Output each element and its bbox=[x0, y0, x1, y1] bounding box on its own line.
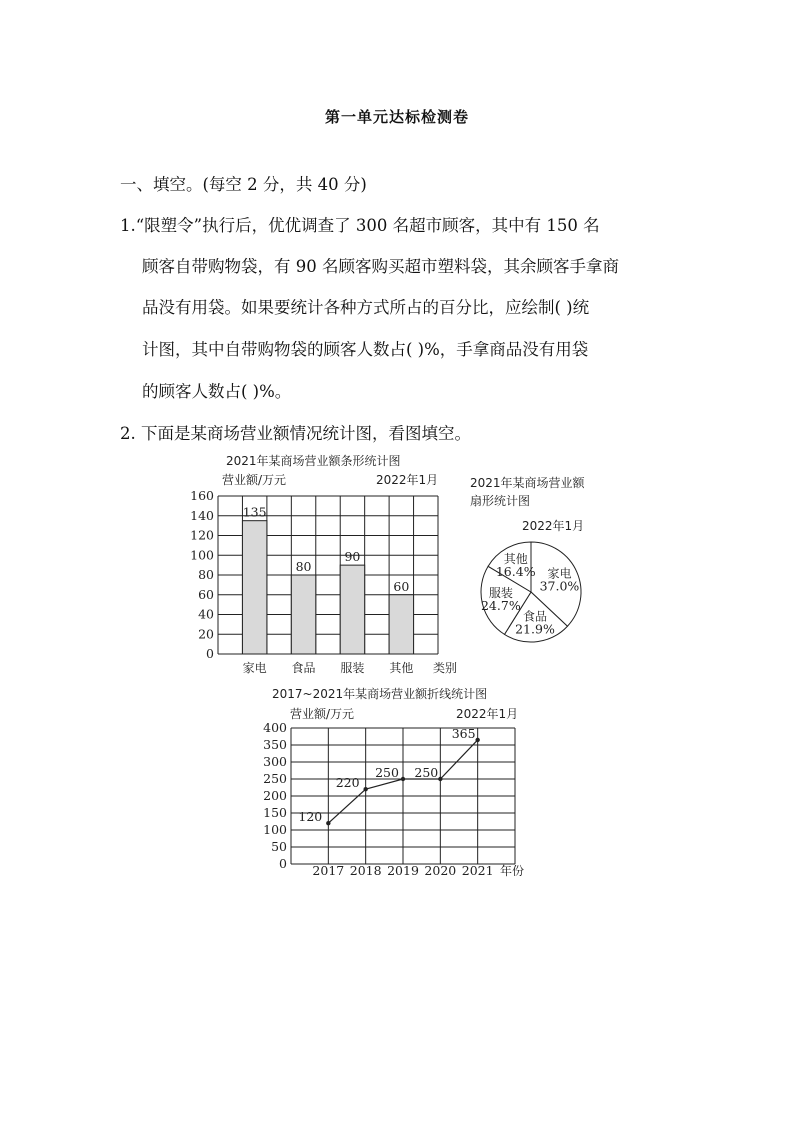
line-chart-date: 2022年1月 bbox=[456, 707, 519, 721]
line-point-label-3: 250 bbox=[414, 765, 439, 780]
pie-slice-pct-2: 24.7% bbox=[480, 598, 521, 614]
pie-slice-pct-0: 37.0% bbox=[539, 578, 580, 594]
pie-chart-title-line2: 扇形统计图 bbox=[470, 494, 531, 508]
bar-category-label-2: 服装 bbox=[340, 661, 365, 675]
bar-ytick-8: 160 bbox=[190, 488, 214, 503]
line-xtick-1: 2018 bbox=[349, 863, 382, 878]
line-chart-title: 2017~2021年某商场营业额折线统计图 bbox=[272, 687, 488, 701]
question-1-line-3: 品没有用袋。如果要统计各种方式所占的百分比，应绘制( )统 bbox=[142, 298, 590, 317]
pie-chart-date: 2022年1月 bbox=[522, 519, 585, 533]
line-point-1 bbox=[363, 787, 367, 791]
bar-chart-ylabel: 营业额/万元 bbox=[222, 473, 287, 487]
question-1-line-4: 计图，其中自带购物袋的顾客人数占( )%，手拿商品没有用袋 bbox=[142, 340, 589, 359]
pie-slice-name-0: 家电 bbox=[547, 566, 572, 581]
question-1-line-2: 顾客自带购物袋，有 90 名顾客购买超市塑料袋，其余顾客手拿商 bbox=[142, 257, 619, 276]
bar-value-label-0: 135 bbox=[242, 504, 267, 520]
line-point-0 bbox=[326, 821, 330, 825]
bar-value-label-1: 80 bbox=[295, 559, 312, 574]
line-point-3 bbox=[438, 777, 442, 781]
bar-ytick-0: 0 bbox=[206, 646, 214, 661]
line-ytick-7: 350 bbox=[263, 737, 287, 752]
bar-ytick-2: 40 bbox=[198, 606, 214, 622]
pie-slice-pct-3: 16.4% bbox=[495, 564, 536, 580]
line-ytick-2: 100 bbox=[263, 822, 287, 837]
question-2-text: 2. 下面是某商场营业额情况统计图，看图填空。 bbox=[120, 424, 471, 443]
pie-chart-title-line1: 2021年某商场营业额 bbox=[470, 476, 585, 490]
bar-ytick-5: 100 bbox=[190, 547, 214, 563]
line-point-label-2: 250 bbox=[375, 765, 399, 780]
line-ytick-0: 0 bbox=[279, 856, 287, 871]
line-point-label-1: 220 bbox=[335, 775, 360, 791]
pie-slice-name-2: 服装 bbox=[488, 586, 513, 601]
line-xtick-4: 2021 bbox=[461, 863, 494, 878]
page-title: 第一单元达标检测卷 bbox=[324, 108, 469, 126]
bar-ytick-1: 20 bbox=[198, 626, 214, 642]
line-ytick-5: 250 bbox=[263, 771, 287, 786]
bar-chart-title: 2021年某商场营业额条形统计图 bbox=[226, 454, 401, 468]
line-ytick-1: 50 bbox=[271, 839, 287, 854]
line-xtick-0: 2017 bbox=[312, 863, 345, 878]
pie-slice-name-1: 食品 bbox=[522, 609, 547, 624]
bar-ytick-7: 140 bbox=[190, 507, 214, 523]
bar-value-label-2: 90 bbox=[344, 549, 361, 565]
bar-category-label-1: 食品 bbox=[291, 661, 316, 675]
line-xtick-2: 2019 bbox=[387, 863, 419, 878]
bar-ytick-4: 80 bbox=[198, 567, 214, 582]
pie-slice-name-3: 其他 bbox=[503, 552, 528, 567]
question-1-line-1: 1.“限塑令”执行后，优优调查了 300 名超市顾客，其中有 150 名 bbox=[120, 216, 600, 235]
bar-ytick-3: 60 bbox=[198, 586, 214, 602]
bar-chart-date: 2022年1月 bbox=[376, 473, 439, 487]
pie-slice-pct-1: 21.9% bbox=[515, 621, 555, 637]
line-chart-ylabel: 营业额/万元 bbox=[290, 707, 355, 721]
line-point-4 bbox=[475, 738, 479, 742]
bar-category-label-3: 其他 bbox=[389, 661, 414, 675]
line-ytick-6: 300 bbox=[263, 754, 287, 769]
line-point-label-0: 120 bbox=[298, 809, 323, 825]
section-heading: 一、填空。(每空 2 分，共 40 分) bbox=[120, 175, 367, 194]
question-1-line-5: 的顾客人数占( )%。 bbox=[142, 382, 292, 401]
bar-category-label-0: 家电 bbox=[242, 661, 267, 675]
line-ytick-4: 200 bbox=[263, 788, 287, 803]
bar-value-label-3: 60 bbox=[393, 578, 410, 594]
line-chart-xlabel: 年份 bbox=[500, 864, 525, 878]
line-point-label-4: 365 bbox=[451, 725, 476, 741]
line-point-2 bbox=[401, 777, 405, 781]
bar-chart-xlabel: 类别 bbox=[433, 661, 458, 675]
bar-ytick-6: 120 bbox=[190, 527, 214, 543]
line-xtick-3: 2020 bbox=[424, 863, 457, 878]
line-ytick-8: 400 bbox=[263, 720, 287, 735]
line-ytick-3: 150 bbox=[263, 805, 287, 820]
